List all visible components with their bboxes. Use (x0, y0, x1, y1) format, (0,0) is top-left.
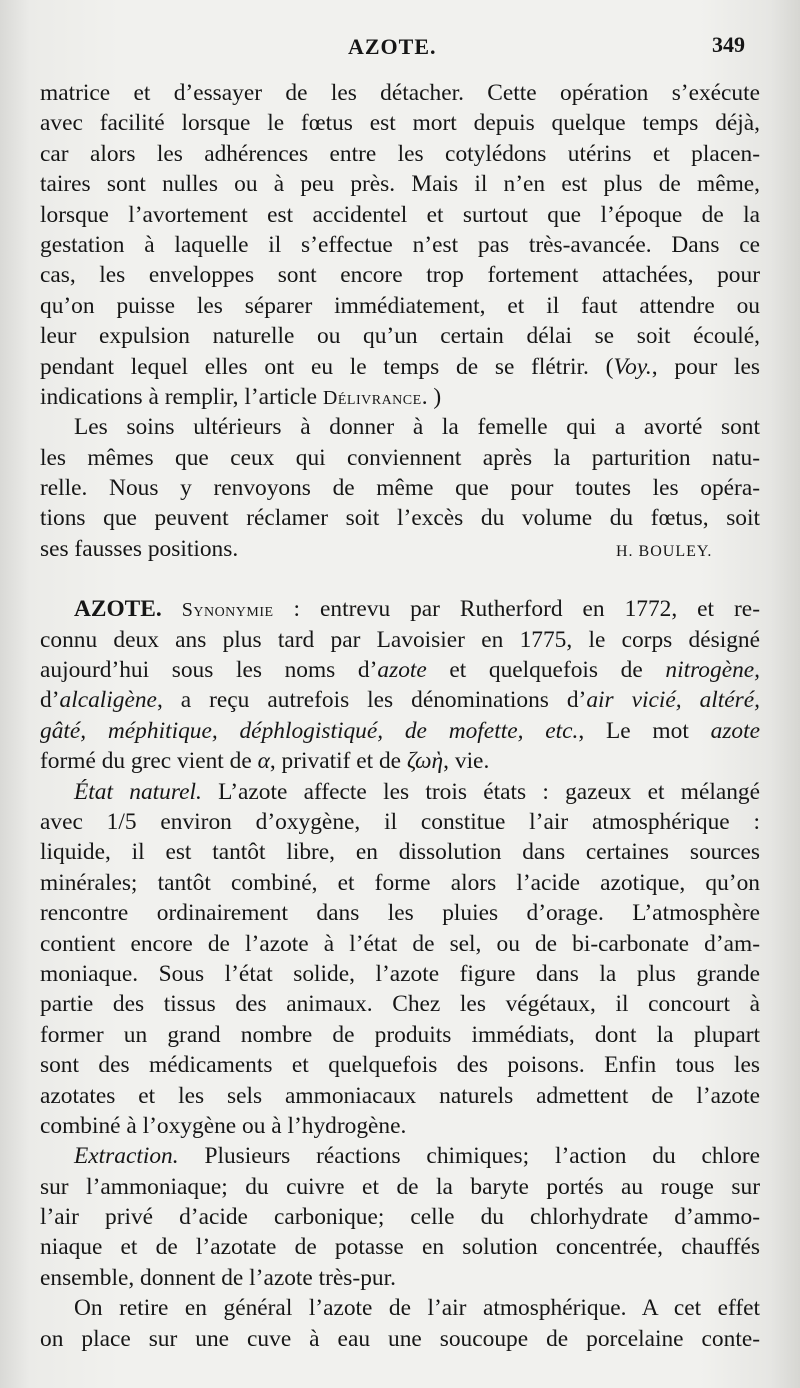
paragraph-retire (40, 1293, 760, 1354)
section-title: Extraction. (74, 1143, 179, 1170)
text-segment: . ) (421, 383, 442, 410)
text-line (40, 655, 760, 685)
italic-term: azote (710, 717, 760, 744)
greek-word: ζωὴ (406, 748, 444, 775)
paragraph-avortement-continued (40, 78, 760, 412)
section-gap (40, 564, 760, 594)
text-line: qu’on puisse les séparer immédiatement, et il faut attendre ou (40, 292, 760, 319)
greek-letter: α (257, 748, 270, 775)
text-line (40, 594, 760, 624)
article-headword: AZOTE. (74, 596, 162, 623)
text-line: rencontre ordinairement dans les pluies d’orage. L’atmosphère (40, 900, 760, 927)
text-line: gestation à laquelle il s’effectue n’est pas très-avancée. Dans ce (40, 231, 760, 258)
text-line: Les soins ultérieurs à donner à la femelle qui a avorté sont (74, 414, 760, 441)
text-line (40, 534, 760, 564)
text-segment: formé du grec vient de (40, 748, 258, 775)
section-extraction (40, 1141, 760, 1293)
text-line: car alors les adhérences entre les cotylédons utérins et placen- (40, 140, 760, 167)
text-line: connu deux ans plus tard par Lavoisier en 1775, le corps désigné (40, 626, 760, 653)
text-line: minérales; tantôt combiné, et forme alors l’acide azotique, qu’on (40, 869, 760, 896)
text-segment: indications à remplir, l’article (40, 383, 323, 410)
text-segment: , Le mot (578, 717, 711, 744)
text-line: avec 1/5 environ d’oxygène, il constitue l’air atmosphérique : (40, 808, 760, 835)
text-line: sur l’ammoniaque; du cuivre et de la baryte portés au rouge sur (40, 1173, 760, 1200)
text-line: moniaque. Sous l’état solide, l’azote figure dans la plus grande (40, 960, 760, 987)
text-segment: ses fausses positions. (40, 535, 239, 562)
italic-term: gâté, méphitique, déphlogistiqué, de mofette, etc. (40, 717, 579, 744)
section-etat-naturel (40, 777, 760, 1142)
italic-term: nitrogène, (665, 657, 760, 684)
text-line: les mêmes que ceux qui conviennent après la parturition natu- (40, 444, 760, 471)
running-title: AZOTE. (348, 34, 437, 59)
text-line (40, 777, 760, 807)
cross-reference: Délivrance (322, 386, 422, 409)
italic-reference: Voy. (613, 353, 652, 380)
text-line: leur expulsion naturelle ou qu’un certain délai se soit écoulé, (40, 323, 760, 350)
text-line: former un grand nombre de produits immédiats, dont la plupart (40, 1021, 760, 1048)
text-segment: d’ (40, 687, 60, 714)
text-line: combiné à l’oxygène ou à l’hydrogène. (40, 1112, 407, 1139)
text-line (40, 716, 760, 746)
text-segment: , vie. (443, 748, 490, 775)
text-line: On retire en général l’azote de l’air atmosphérique. A cet effet (74, 1295, 760, 1322)
text-segment: : entrevu par Rutherford en 1772, et re- (273, 596, 760, 623)
text-line (40, 382, 760, 412)
text-line: contient encore de l’azote à l’état de sel, ou de bi-carbonate d’am- (40, 930, 760, 957)
text-line: partie des tissus des animaux. Chez les végétaux, il concourt à (40, 991, 760, 1018)
text-line: on place sur une cuve à eau une soucoupe de porcelaine conte- (40, 1325, 760, 1352)
text-line (40, 685, 760, 715)
paragraph-soins (40, 412, 760, 564)
text-line: relle. Nous y renvoyons de même que pour toutes les opéra- (40, 475, 760, 502)
italic-term: azote (377, 657, 427, 684)
text-line: taires sont nulles ou à peu près. Mais il n’en est plus de même, (40, 171, 760, 198)
text-segment: L’azote affecte les trois états : gazeux et mélangé (201, 778, 760, 805)
text-line: tions que peuvent réclamer soit l’excès du volume du fœtus, soit (40, 505, 760, 532)
article-azote (40, 594, 760, 776)
text-line (40, 746, 760, 776)
text-line: matrice et d’essayer de les détacher. Cette opération s’exécute (40, 80, 760, 106)
italic-term: alcaligène (59, 687, 157, 714)
text-line: ensemble, donnent de l’azote très-pur. (40, 1264, 396, 1291)
text-segment: pendant lequel elles ont eu le temps de se flétrir. ( (40, 353, 614, 380)
text-line: sont des médicaments et quelquefois des poisons. Enfin tous les (40, 1052, 760, 1079)
running-head (0, 34, 800, 66)
body-text (40, 78, 760, 1354)
text-line: azotates et les sels ammoniacaux naturels admettent de l’azote (40, 1082, 760, 1109)
text-segment: , pour les (651, 353, 760, 380)
author-signature: H. BOULEY. (616, 542, 713, 560)
text-segment: aujourd’hui sous les noms d’ (40, 657, 378, 684)
text-segment: , a reçu autrefois les dénominations d’ (156, 687, 587, 714)
text-line (40, 352, 760, 382)
text-line: l’air privé d’acide carbonique; celle du chlorhydrate d’ammo- (40, 1204, 760, 1231)
text-segment: , privatif et de (269, 748, 407, 775)
text-segment: et quelquefois de (426, 657, 666, 684)
text-segment: Plusieurs réactions chimiques; l’action du chlore (178, 1143, 760, 1170)
text-line: cas, les enveloppes sont encore trop fortement attachées, pour (40, 262, 760, 289)
text-line: liquide, il est tantôt libre, en dissolution dans certaines sources (40, 839, 760, 866)
text-line: lorsque l’avortement est accidentel et surtout que l’époque de la (40, 201, 760, 228)
text-line: avec facilité lorsque le fœtus est mort depuis quelque temps déjà, (40, 110, 760, 137)
synonymie-label: Synonymie (181, 599, 274, 622)
text-line: niaque et de l’azotate de potasse en solution concentrée, chauffés (40, 1234, 760, 1261)
italic-term: air vicié, altéré, (586, 687, 761, 714)
text-line (40, 1141, 760, 1171)
page-number: 349 (712, 32, 745, 57)
section-title: État naturel. (74, 778, 202, 805)
